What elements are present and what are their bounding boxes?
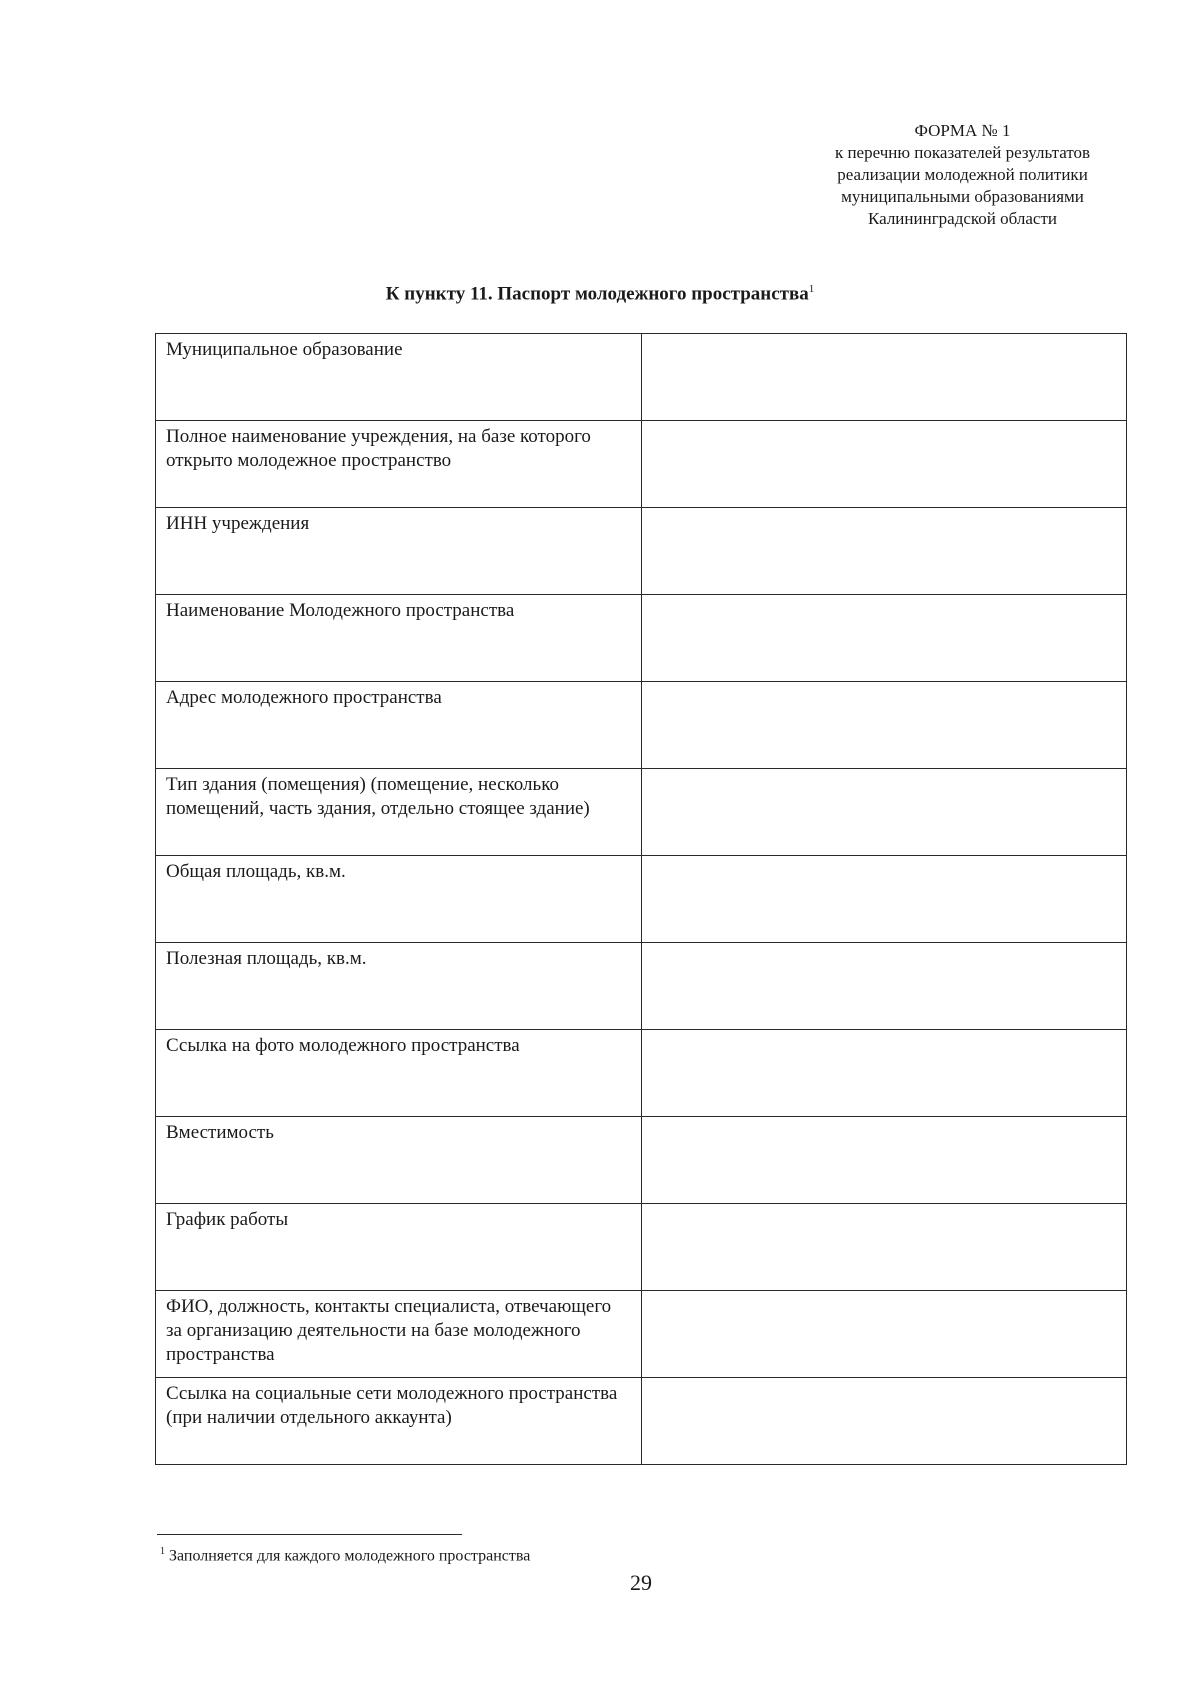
form-header (775, 120, 1150, 230)
form-header-line: муниципальными образованиями (841, 187, 1084, 206)
row-label-address: Адрес молодежного пространства (156, 682, 642, 769)
table-row (156, 1117, 1127, 1204)
page-title (0, 283, 1200, 305)
footnote (160, 1546, 530, 1565)
form-header-line: Калининградской области (868, 209, 1057, 228)
row-label-capacity: Вместимость (156, 1117, 642, 1204)
row-label-building-type: Тип здания (помещения) (помещение, несколько помещений, часть здания, отдельно стоящее здание) (156, 769, 642, 856)
passport-table (155, 333, 1127, 1465)
table-row (156, 682, 1127, 769)
table-row (156, 421, 1127, 508)
row-value-specialist[interactable] (642, 1291, 1127, 1378)
table-row (156, 1378, 1127, 1465)
footnote-mark: 1 (160, 1546, 165, 1557)
row-label-institution-name: Полное наименование учреждения, на базе которого открыто молодежное пространство (156, 421, 642, 508)
row-value-usable-area[interactable] (642, 943, 1127, 1030)
row-label-usable-area: Полезная площадь, кв.м. (156, 943, 642, 1030)
table-row (156, 1030, 1127, 1117)
row-label-inn: ИНН учреждения (156, 508, 642, 595)
table-row (156, 769, 1127, 856)
table-row (156, 943, 1127, 1030)
table-row (156, 508, 1127, 595)
row-label-schedule: График работы (156, 1204, 642, 1291)
footnote-divider (157, 1534, 462, 1535)
form-number: ФОРМА № 1 (914, 121, 1011, 140)
row-value-address[interactable] (642, 682, 1127, 769)
table-row (156, 334, 1127, 421)
row-value-total-area[interactable] (642, 856, 1127, 943)
row-label-space-name: Наименование Молодежного пространства (156, 595, 642, 682)
row-value-municipality[interactable] (642, 334, 1127, 421)
row-label-specialist: ФИО, должность, контакты специалиста, отвечающего за организацию деятельности на базе молодежного пространства (156, 1291, 642, 1378)
row-value-photo-link[interactable] (642, 1030, 1127, 1117)
row-value-inn[interactable] (642, 508, 1127, 595)
row-label-photo-link: Ссылка на фото молодежного пространства (156, 1030, 642, 1117)
row-value-institution-name[interactable] (642, 421, 1127, 508)
table-row (156, 1291, 1127, 1378)
row-value-capacity[interactable] (642, 1117, 1127, 1204)
form-header-line: к перечню показателей результатов (834, 143, 1091, 162)
row-label-total-area: Общая площадь, кв.м. (156, 856, 642, 943)
form-header-line: реализации молодежной политики (837, 165, 1088, 184)
row-value-social-links[interactable] (642, 1378, 1127, 1465)
row-value-schedule[interactable] (642, 1204, 1127, 1291)
footnote-text: Заполняется для каждого молодежного пространства (169, 1547, 531, 1565)
table-row (156, 1204, 1127, 1291)
row-label-municipality: Муниципальное образование (156, 334, 642, 421)
row-label-social-links: Ссылка на социальные сети молодежного пространства (при наличии отдельного аккаунта) (156, 1378, 642, 1465)
table-row (156, 595, 1127, 682)
title-footnote-mark: 1 (808, 283, 815, 295)
page-title-text: К пункту 11. Паспорт молодежного пространства (385, 283, 809, 305)
page-number: 29 (630, 1570, 652, 1595)
table-row (156, 856, 1127, 943)
row-value-building-type[interactable] (642, 769, 1127, 856)
row-value-space-name[interactable] (642, 595, 1127, 682)
